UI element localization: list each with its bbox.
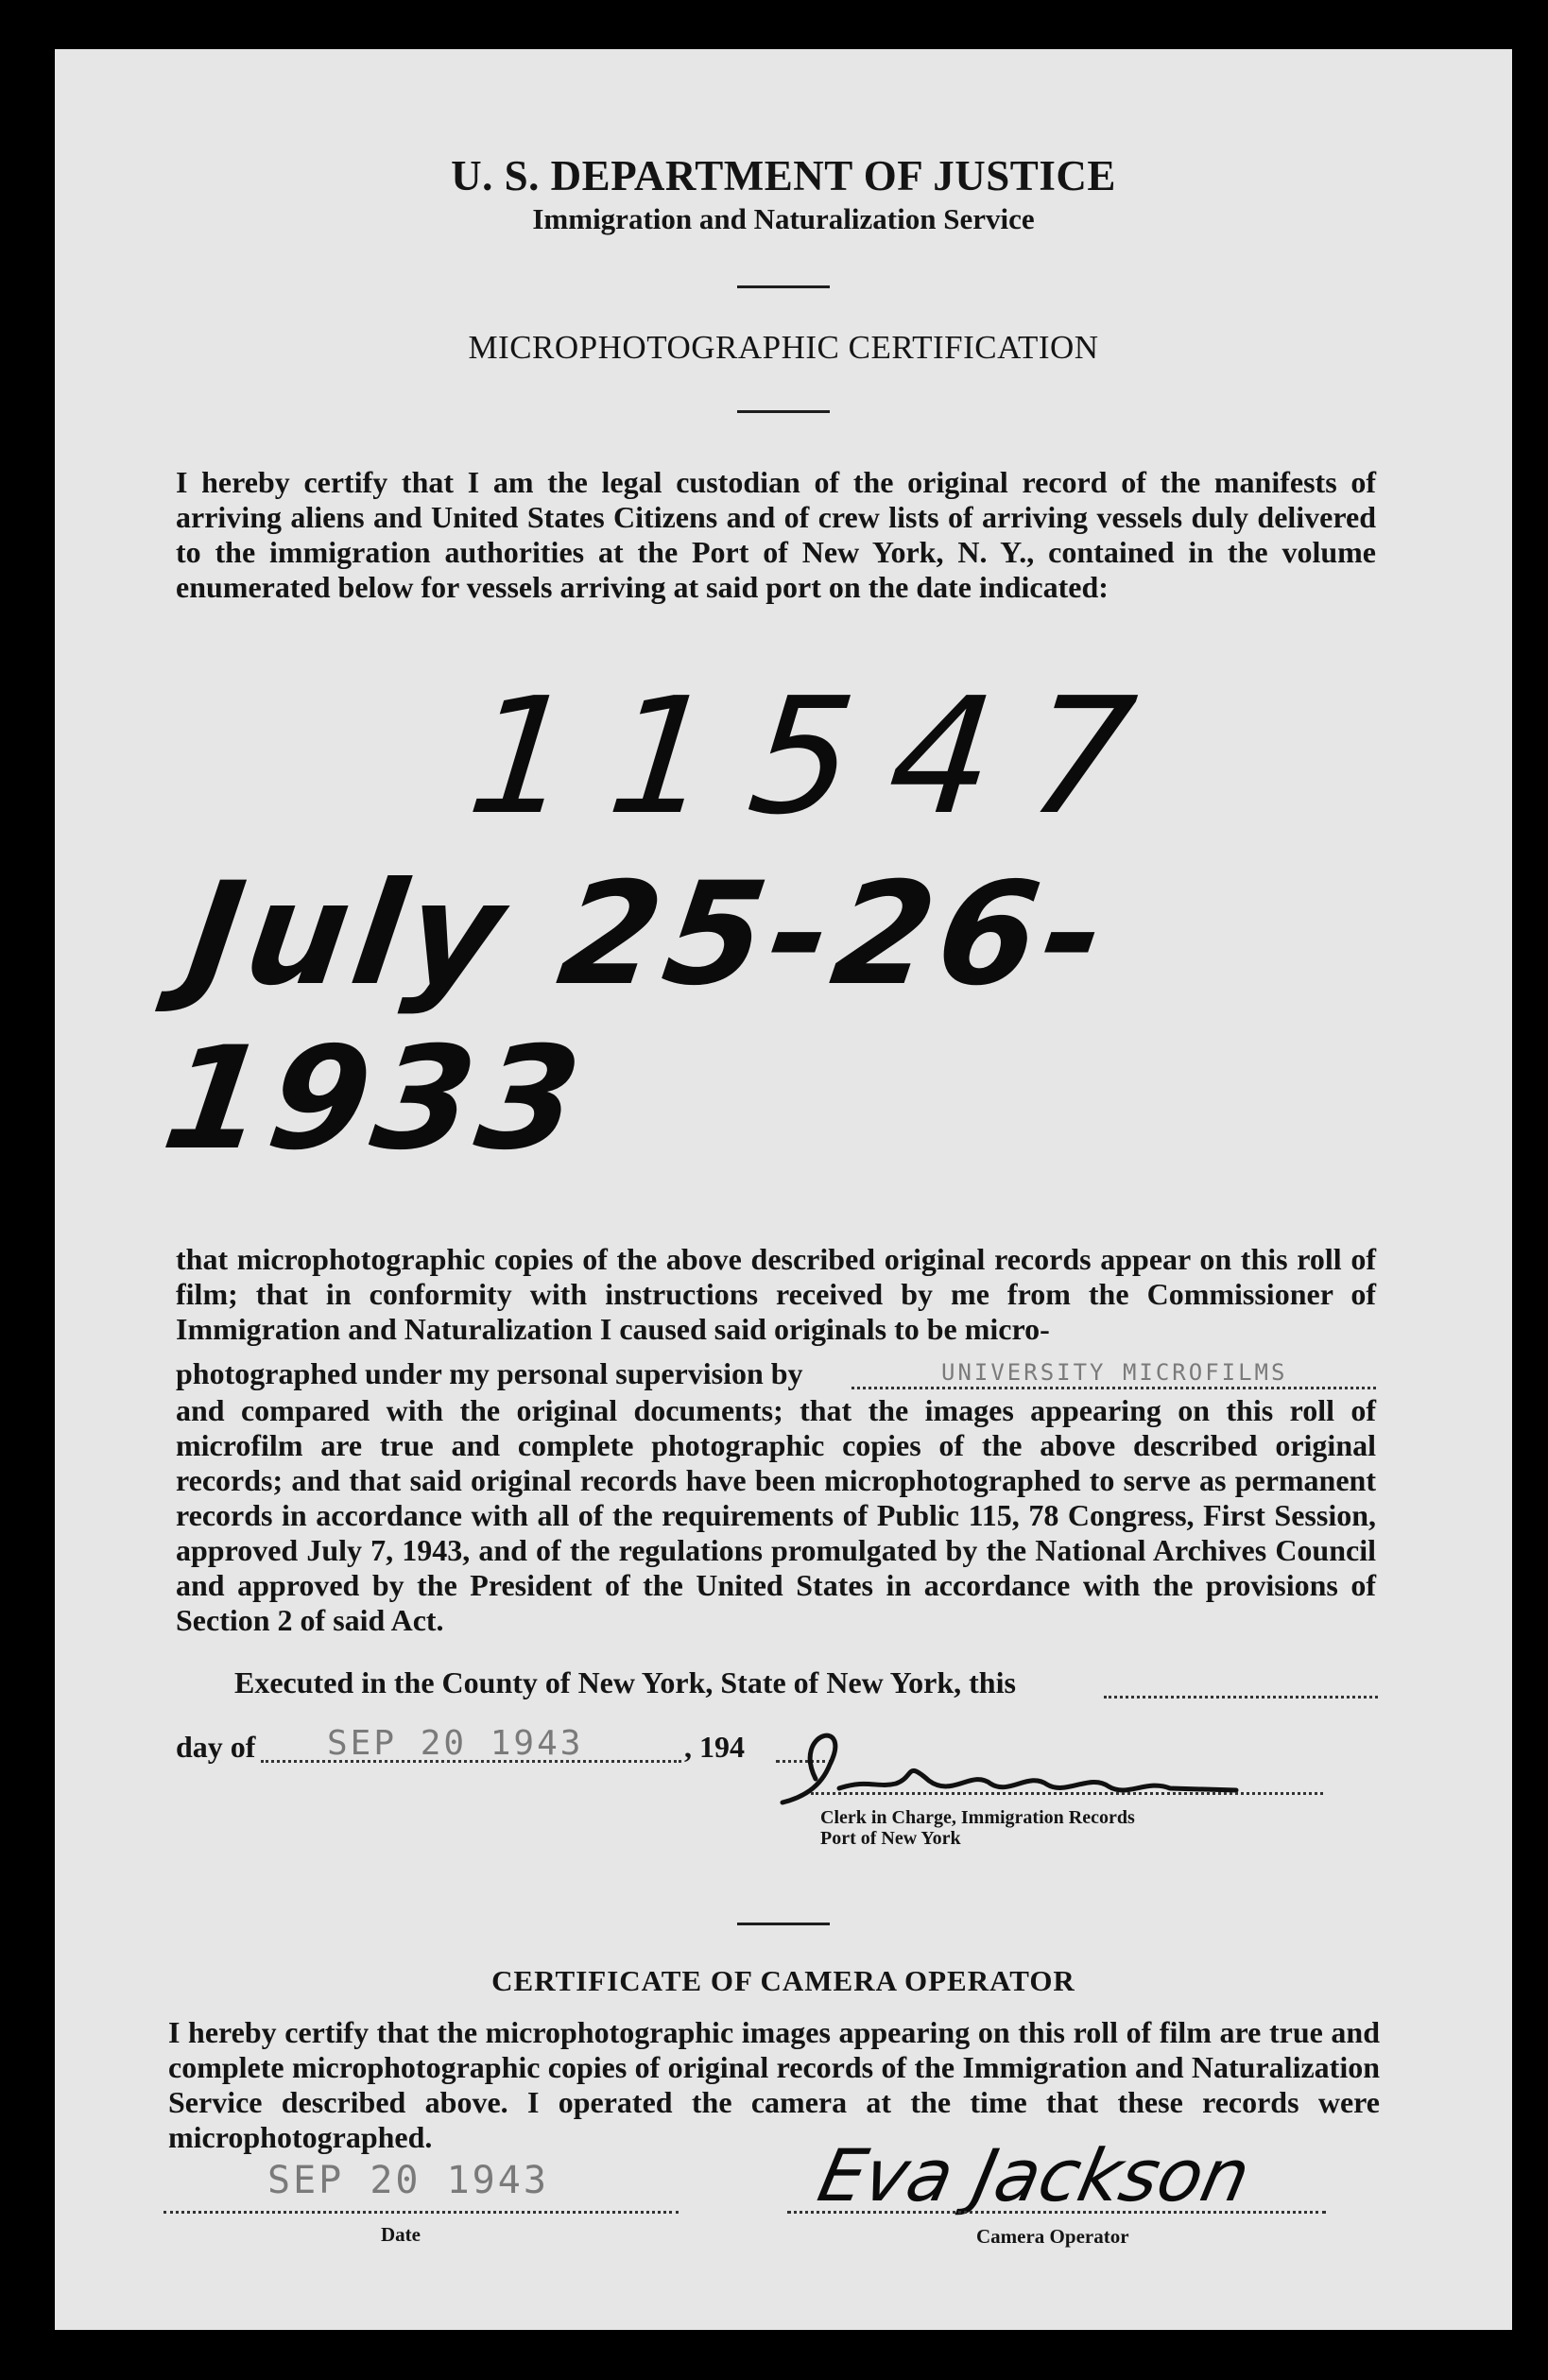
supervision-label: photographed under my personal supervision by [176,1356,803,1390]
camera-date-line [163,2209,679,2214]
form-title: MICROPHOTOGRAPHIC CERTIFICATION [468,329,1099,366]
supervision-line [176,1356,1376,1394]
executed-line [234,1665,1378,1703]
date-stamp: SEP 20 1943 [327,1724,584,1763]
camera-operator-label: Camera Operator [976,2225,1129,2248]
body-paragraph-start: that microphotographic copies of the above described original records appear on this roll of film; that in conformity with instructions received by me from the Commissioner of Immigration and Naturalization I caused said originals to be micro- [176,1242,1376,1346]
title-divider [737,410,830,413]
body-paragraph-end: and compared with the original documents; that the images appearing on this roll of microfilm are true and complete photographic copies of the above described original records; and that said original records have been microphotographed to serve as permanent records in accordance with all of the requirements of Public 115, 78 Congress, First Session, approved July 7, 1943, and of the regulations promulgated by the National Archives Council and approved by the President of the United States in accordance with the provisions of Section 2 of said Act. [176,1393,1376,1637]
clerk-signature [764,1713,1255,1817]
certificate-page [55,49,1512,2330]
department-heading: U. S. DEPARTMENT OF JUSTICE [451,152,1116,199]
intro-paragraph: I hereby certify that I am the legal custodian of the original record of the manifests of arriving aliens and United States Citizens and of crew lists of arriving vessels duly delivered to the immigration authorities at the Port of New York, N. Y., contained in the volume enumerated below for vessels arriving at said port on the date indicated: [176,465,1376,604]
handwritten-date: July 25-26-1933 [154,853,1120,1181]
clerk-signature-line [811,1790,1323,1795]
camera-certificate-text: I hereby certify that the microphotographic images appearing on this roll of film are true and complete microphotographic copies of original records of the Immigration and Naturalization Service described above. I operated the camera at the time that these records were microphotographed. [168,2015,1380,2154]
microfilm-company-stamp: UNIVERSITY MICROFILMS [941,1359,1288,1386]
clerk-title-2: Port of New York [820,1828,961,1849]
executed-text: Executed in the County of New York, State of New York, this [234,1665,1016,1699]
handwritten-volume-number: 11547 [460,664,1181,851]
service-subheading: Immigration and Naturalization Service [532,202,1035,235]
section-divider [737,1923,830,1925]
clerk-title-1: Clerk in Charge, Immigration Records [820,1807,1135,1828]
header-divider [737,285,830,288]
day-of-label: day of [176,1730,256,1764]
camera-date-stamp: SEP 20 1943 [267,2159,549,2202]
camera-operator-line [787,2209,1326,2214]
camera-date-label: Date [381,2223,421,2246]
executed-day-dotted-line [1104,1686,1378,1699]
camera-certificate-title: CERTIFICATE OF CAMERA OPERATOR [491,1964,1075,1997]
camera-operator-signature: Eva Jackson [811,2133,1258,2217]
year-prefix: , 194 [684,1730,745,1764]
